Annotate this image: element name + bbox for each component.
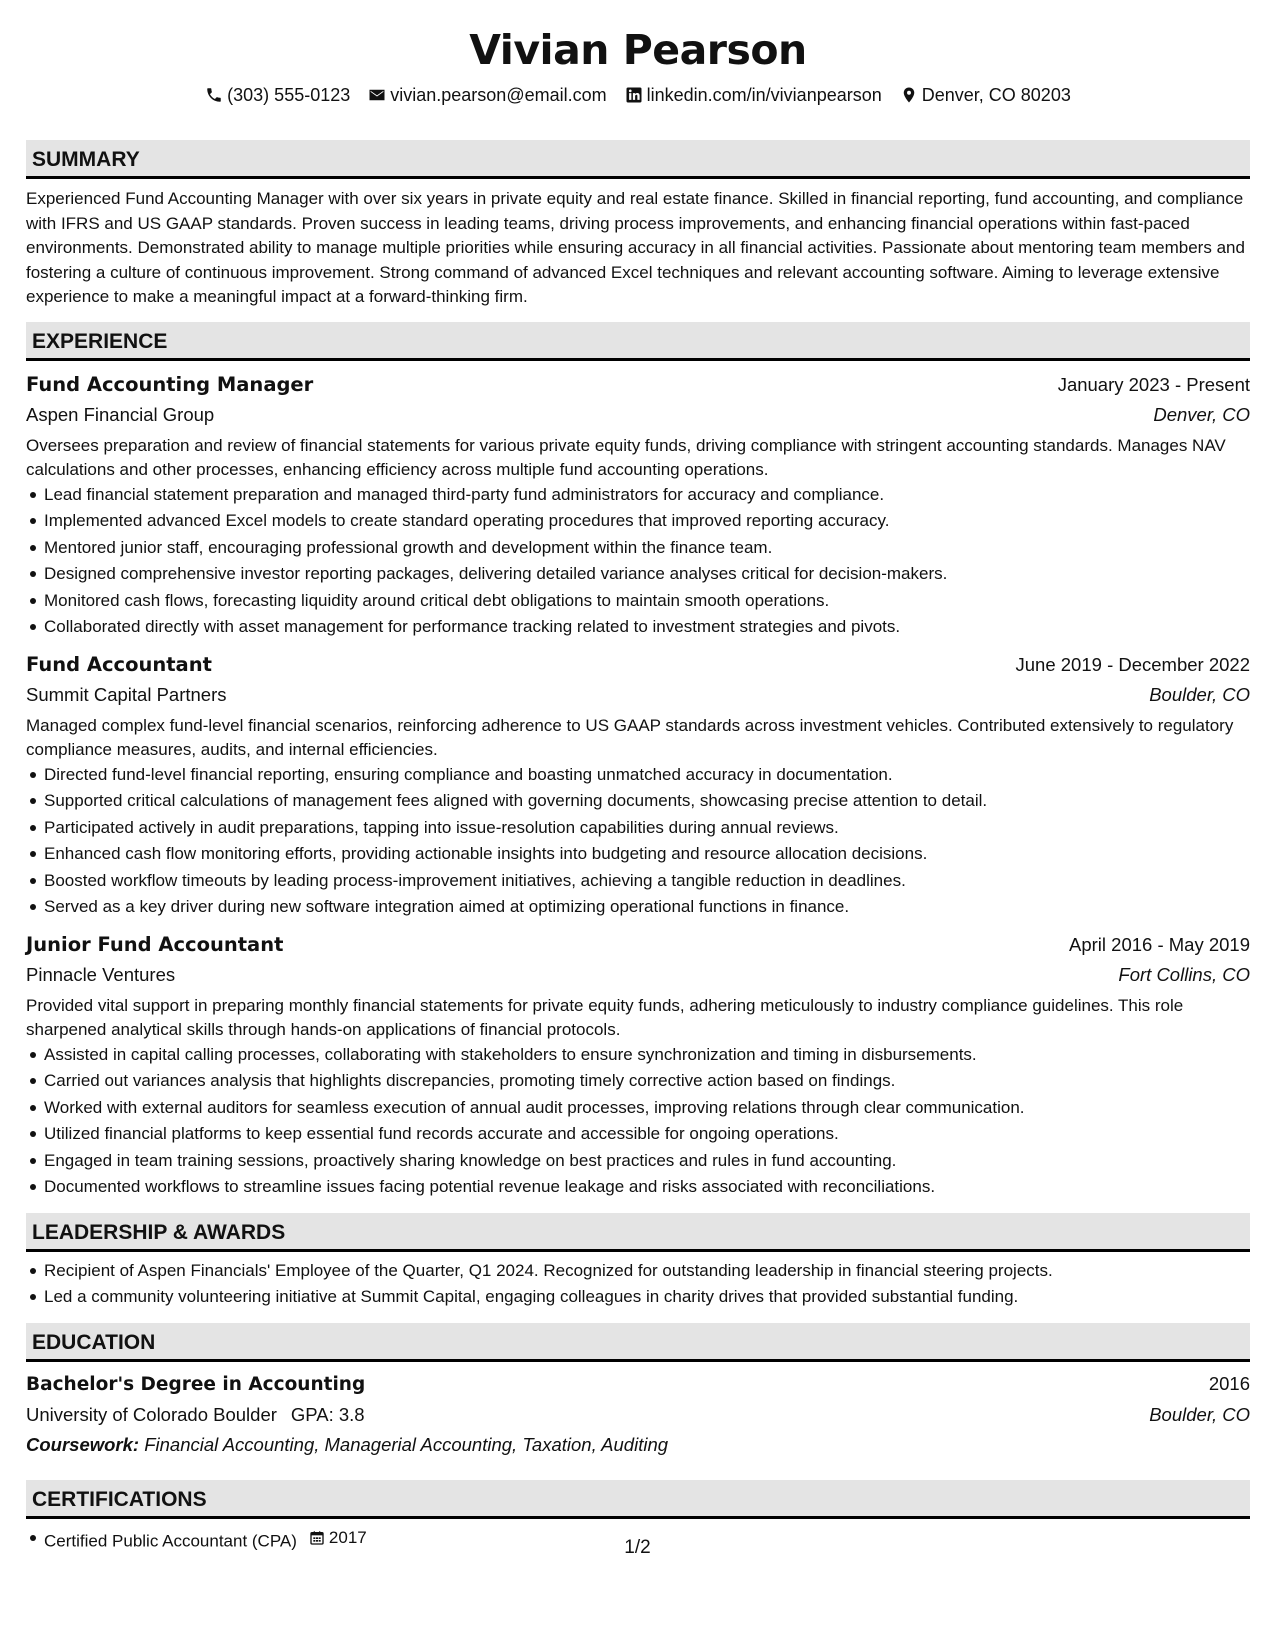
contact-phone: [205, 85, 350, 106]
summary-text: Experienced Fund Accounting Manager with over six years in private equity and real estate finance. Skilled in financial reporting, fund accounting, and compliance with IFRS and US GAAP standards. Proven success in leading teams, driving process improvements, and enhancing financial operations within fast-paced environments. Demonstrated ability to manage multiple priorities while ensuring accuracy in all financial activities. Passionate about mentoring team members and fostering a culture of continuous improvement. Strong command of advanced Excel techniques and relevant accounting software. Aiming to leverage extensive experience to make a meaningful impact at a forward-thinking firm.: [26, 189, 1245, 306]
degree-row: [26, 1368, 1250, 1400]
education-entry: [26, 1368, 1250, 1460]
list-item: Documented workflows to streamline issues facing potential revenue leakage and risks associated with reconciliations.: [44, 1174, 1250, 1201]
school-row: [26, 1400, 1250, 1430]
coursework-label: Coursework:: [26, 1433, 140, 1455]
list-item: Designed comprehensive investor reporting packages, delivering detailed variance analyses critical for decision-makers.: [44, 561, 1250, 588]
degree-title: Bachelor's Degree in Accounting: [26, 1373, 366, 1395]
list-item: Assisted in capital calling processes, collaborating with stakeholders to ensure synchronization and timing in disbursements.: [44, 1042, 1250, 1069]
job-bullets: [26, 762, 1250, 921]
map-pin-icon: [900, 86, 918, 104]
list-item: Supported critical calculations of management fees aligned with governing documents, showcasing precise attention to detail.: [44, 788, 1250, 815]
job-company-row: [26, 400, 1250, 430]
list-item: Carried out variances analysis that highlights discrepancies, promoting timely corrective action based on findings.: [44, 1068, 1250, 1095]
contact-email[interactable]: [368, 85, 606, 106]
section-header-experience: EXPERIENCE: [26, 322, 1250, 361]
job-company: Pinnacle Ventures: [26, 963, 176, 985]
certification-name: Certified Public Accountant (CPA): [44, 1530, 297, 1550]
section-header-certifications: CERTIFICATIONS: [26, 1480, 1250, 1519]
list-item: Monitored cash flows, forecasting liquidity around critical debt obligations to maintain smooth operations.: [44, 588, 1250, 615]
page-number: 1/2: [624, 1537, 651, 1558]
job-description: Provided vital support in preparing monthly financial statements for private equity funds, adhering meticulously to industry compliance guidelines. This role sharpened analytical skills through hands-on applications of financial protocols.: [26, 995, 1184, 1039]
graduation-year: 2016: [1208, 1372, 1250, 1394]
job-title-row: [26, 369, 1250, 400]
experience-entry: [26, 929, 1250, 1201]
job-company: Aspen Financial Group: [26, 403, 215, 425]
list-item: Recipient of Aspen Financials' Employee of the Quarter, Q1 2024. Recognized for outstanding leadership in financial steering projects.: [44, 1258, 1250, 1285]
certification-year: 2017: [328, 1527, 367, 1547]
job-company: Summit Capital Partners: [26, 683, 227, 705]
resume-page: [26, 0, 1250, 1554]
job-company-row: [26, 680, 1250, 710]
phone-icon: [205, 86, 223, 104]
list-item: Engaged in team training sessions, proactively sharing knowledge on best practices and rules in fund accounting.: [44, 1148, 1250, 1175]
school-name: University of Colorado Boulder: [26, 1403, 277, 1425]
list-item: Worked with external auditors for seamless execution of annual audit processes, improving relations through clear communication.: [44, 1095, 1250, 1122]
list-item: Enhanced cash flow monitoring efforts, providing actionable insights into budgeting and resource allocation decisions.: [44, 841, 1250, 868]
job-title: Fund Accounting Manager: [26, 372, 314, 396]
job-company-row: [26, 960, 1250, 990]
school-line: [26, 1400, 365, 1430]
gpa: GPA: 3.8: [290, 1403, 365, 1425]
job-bullets: [26, 1042, 1250, 1201]
list-item: Directed fund-level financial reporting, ensuring compliance and boasting unmatched accuracy in documentation.: [44, 762, 1250, 789]
job-location: Denver, CO: [1153, 403, 1250, 425]
list-item: Collaborated directly with asset management for performance tracking related to investment strategies and pivots.: [44, 614, 1250, 641]
location-text: Denver, CO 80203: [921, 84, 1071, 105]
job-title: Junior Fund Accountant: [26, 932, 284, 956]
job-description: Managed complex fund-level financial scenarios, reinforcing adherence to US GAAP standards across investment vehicles. Contributed extensively to regulatory compliance measures, audits, and internal efficiencies.: [26, 715, 1234, 759]
list-item: Led a community volunteering initiative at Summit Capital, engaging colleagues in charity drives that provided substantial funding.: [44, 1284, 1250, 1311]
phone-text: (303) 555-0123: [227, 84, 351, 105]
job-dates: June 2019 - December 2022: [1015, 653, 1250, 675]
job-bullets: [26, 482, 1250, 641]
list-item: Mentored junior staff, encouraging professional growth and development within the finance team.: [44, 535, 1250, 562]
section-header-summary: SUMMARY: [26, 140, 1250, 179]
list-item: Served as a key driver during new software integration aimed at optimizing operational functions in finance.: [44, 894, 1250, 921]
school-location: Boulder, CO: [1149, 1403, 1250, 1425]
job-title: Fund Accountant: [26, 652, 212, 676]
coursework: [26, 1430, 1250, 1460]
section-header-leadership: LEADERSHIP & AWARDS: [26, 1213, 1250, 1252]
contact-bar: [26, 81, 1250, 109]
job-title-row: [26, 929, 1250, 960]
job-location: Fort Collins, CO: [1118, 963, 1250, 985]
list-item: Implemented advanced Excel models to create standard operating procedures that improved reporting accuracy.: [44, 508, 1250, 535]
experience-entry: [26, 369, 1250, 641]
list-item: Participated actively in audit preparations, tapping into issue-resolution capabilities during annual reviews.: [44, 815, 1250, 842]
envelope-icon: [368, 86, 386, 104]
list-item: Boosted workflow timeouts by leading process-improvement initiatives, achieving a tangible reduction in deadlines.: [44, 868, 1250, 895]
email-text: vivian.pearson@email.com: [390, 84, 607, 105]
linkedin-text: linkedin.com/in/vivianpearson: [646, 84, 882, 105]
contact-location: [900, 85, 1071, 106]
job-location: Boulder, CO: [1149, 683, 1250, 705]
section-header-education: EDUCATION: [26, 1323, 1250, 1362]
job-description: Oversees preparation and review of financial statements for various private equity funds, driving compliance with stringent accounting standards. Manages NAV calculations and other processes, enhancing efficiency across multiple fund accounting operations.: [26, 435, 1226, 479]
candidate-name: Vivian Pearson: [469, 26, 807, 74]
linkedin-icon: [625, 86, 643, 104]
job-dates: April 2016 - May 2019: [1069, 933, 1250, 955]
experience-entry: [26, 649, 1250, 921]
list-item: Utilized financial platforms to keep essential fund records accurate and accessible for ongoing operations.: [44, 1121, 1250, 1148]
job-dates: January 2023 - Present: [1057, 373, 1250, 395]
contact-linkedin[interactable]: [625, 85, 882, 106]
list-item: Lead financial statement preparation and managed third-party fund administrators for accuracy and compliance.: [44, 482, 1250, 509]
job-title-row: [26, 649, 1250, 680]
leadership-bullets: [26, 1258, 1250, 1311]
coursework-list: Financial Accounting, Managerial Accounting, Taxation, Auditing: [144, 1433, 669, 1455]
